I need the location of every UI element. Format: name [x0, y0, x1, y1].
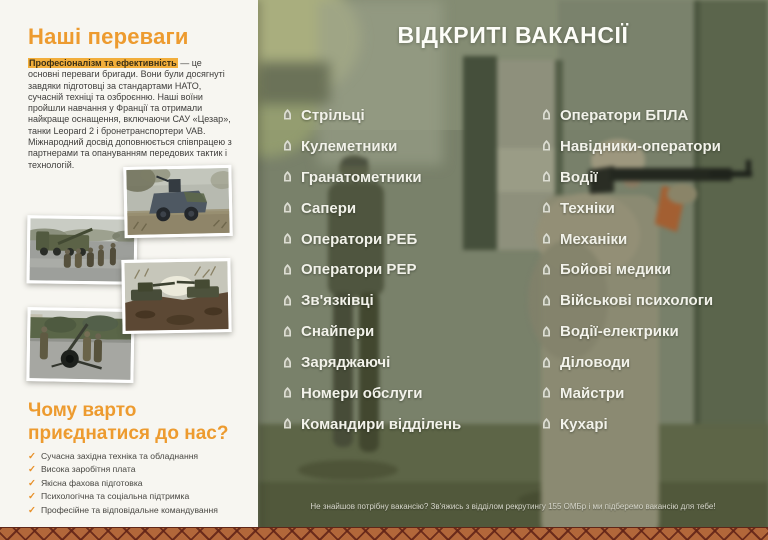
caesar-truck-illustration: [30, 218, 135, 281]
bullet-icon: [542, 109, 551, 121]
bullet-icon: [283, 326, 292, 338]
vacancy-item: [542, 193, 721, 224]
vacancy-item: [542, 131, 721, 162]
vacancy-item: [283, 193, 461, 224]
vacancy-label: Техніки: [560, 199, 615, 217]
tanks-illustration: [124, 261, 228, 331]
vacancy-item: [283, 131, 461, 162]
vacancy-item: [542, 285, 721, 316]
benefit-label: Сучасна західна техніка та обладнання: [40, 451, 199, 461]
check-icon: ✓: [28, 464, 36, 476]
bullet-icon: [542, 140, 551, 152]
footer-note: Не знайшов потрібну вакансію? Зв'яжись з відділом рекрутингу 155 ОМБр і ми підберемо вакансію для тебе!: [310, 502, 716, 511]
bullet-icon: [283, 233, 292, 245]
bullet-icon: [542, 357, 551, 369]
advantages-panel: [0, 0, 258, 540]
photo-tanks: [121, 258, 231, 334]
check-icon: ✓: [28, 504, 36, 516]
bullet-icon: [283, 140, 292, 152]
bullet-icon: [542, 418, 551, 430]
bullet-icon: [542, 295, 551, 307]
vacancy-label: Водії-електрики: [560, 323, 679, 341]
benefit-item: [28, 490, 253, 503]
benefit-label: Професійне та відповідальне командування: [40, 504, 218, 515]
vacancy-label: Кухарі: [560, 415, 608, 433]
vacancy-label: Заряджаючі: [301, 354, 391, 372]
bullet-icon: [283, 418, 292, 430]
bullet-icon: [283, 171, 292, 183]
vacancies-title: ВІДКРИТІ ВАКАНСІЇ: [397, 22, 629, 48]
bullet-icon: [542, 202, 551, 214]
check-icon: ✓: [28, 451, 36, 462]
bullet-icon: [542, 233, 551, 245]
vacancy-label: Бойові медики: [560, 261, 671, 279]
intro-highlight: Професіоналізм та ефективність: [29, 58, 177, 68]
vacancy-item: [542, 254, 721, 285]
vacancy-label: Кулеметники: [301, 137, 398, 155]
intro-text: — це основні переваги бригади. Вони були досягнуті завдяки підготовці за стандартами НАТО, сучасній техніці та озброєнню. Наші воїни пройшли навчання у Франції та отримали найкраще оснащення, включаючи САУ «Цезар», танки Leopard 2 і бронетранспортери VAB. Міжнародний досвід доповнюється співпрацею з партнерами та опануванням передових тактик і технологій.: [28, 58, 232, 170]
vacancy-label: Майстри: [560, 384, 625, 402]
vacancy-label: Оператори БПЛА: [560, 106, 689, 124]
benefit-item: [28, 463, 253, 476]
vacancy-item: [542, 162, 721, 193]
vacancy-label: Оператори РЕР: [301, 261, 417, 279]
why-join-title: Чому варто приєднатися до нас?: [28, 400, 229, 444]
vacancy-label: Діловоди: [560, 354, 631, 372]
bullet-icon: [283, 357, 292, 369]
bullet-icon: [283, 202, 292, 214]
vacancy-item: [542, 316, 721, 347]
vacancy-item: [283, 162, 461, 193]
vacancy-label: Гранатометники: [301, 168, 422, 186]
benefit-label: Висока заробітня плата: [40, 464, 136, 475]
vacancy-item: [283, 347, 461, 378]
vacancy-item: [283, 316, 461, 347]
benefit-item: [28, 450, 253, 463]
vacancy-label: Снайпери: [301, 323, 375, 341]
vacancy-item: [542, 100, 721, 131]
bullet-icon: [283, 264, 292, 276]
vacancy-label: Механіки: [560, 230, 628, 248]
vacancy-label: Зв'язківці: [301, 292, 374, 310]
benefit-item: [28, 477, 253, 490]
vacancies-column-left: [283, 100, 461, 440]
bullet-icon: [542, 171, 551, 183]
photo-armored-vehicle: [123, 165, 232, 238]
vacancy-label: Сапери: [301, 199, 357, 217]
check-icon: ✓: [28, 491, 36, 503]
photo-howitzer-crew: [26, 307, 134, 383]
vacancy-item: [283, 285, 461, 316]
benefit-label: Психологічна та соціальна підтримка: [40, 491, 190, 502]
vacancy-label: Командири відділень: [301, 415, 462, 433]
vacancy-label: Водії: [560, 168, 598, 186]
embroidery-ornament-border: [0, 527, 768, 540]
vacancies-panel: [258, 0, 768, 540]
vacancy-item: [283, 254, 461, 285]
bullet-icon: [283, 109, 292, 121]
check-icon: ✓: [28, 477, 36, 489]
bullet-icon: [542, 387, 551, 399]
vacancy-label: Військові психологи: [560, 292, 714, 310]
intro-paragraph: [28, 58, 234, 171]
bullet-icon: [283, 295, 292, 307]
armored-vehicle-illustration: [126, 168, 229, 235]
vacancy-item: [542, 378, 721, 409]
page-title: Наші переваги: [28, 24, 189, 49]
vacancy-item: [542, 409, 721, 440]
vacancy-item: [542, 224, 721, 255]
vacancy-item: [283, 378, 461, 409]
vacancy-label: Стрільці: [301, 106, 365, 124]
benefit-item: [28, 504, 253, 517]
vacancy-label: Оператори РЕБ: [301, 230, 418, 248]
howitzer-crew-illustration: [29, 310, 131, 380]
bullet-icon: [542, 326, 551, 338]
bullet-icon: [283, 387, 292, 399]
vacancies-column-right: [542, 100, 721, 440]
vacancy-label: Навідники-оператори: [560, 137, 721, 155]
vacancy-item: [283, 224, 461, 255]
vacancy-label: Номери обслуги: [301, 384, 423, 402]
vacancy-item: [283, 100, 461, 131]
benefits-list: [28, 450, 253, 517]
bullet-icon: [542, 264, 551, 276]
vacancy-item: [542, 347, 721, 378]
benefit-label: Якісна фахова підготовка: [40, 477, 143, 488]
vacancy-item: [283, 409, 461, 440]
